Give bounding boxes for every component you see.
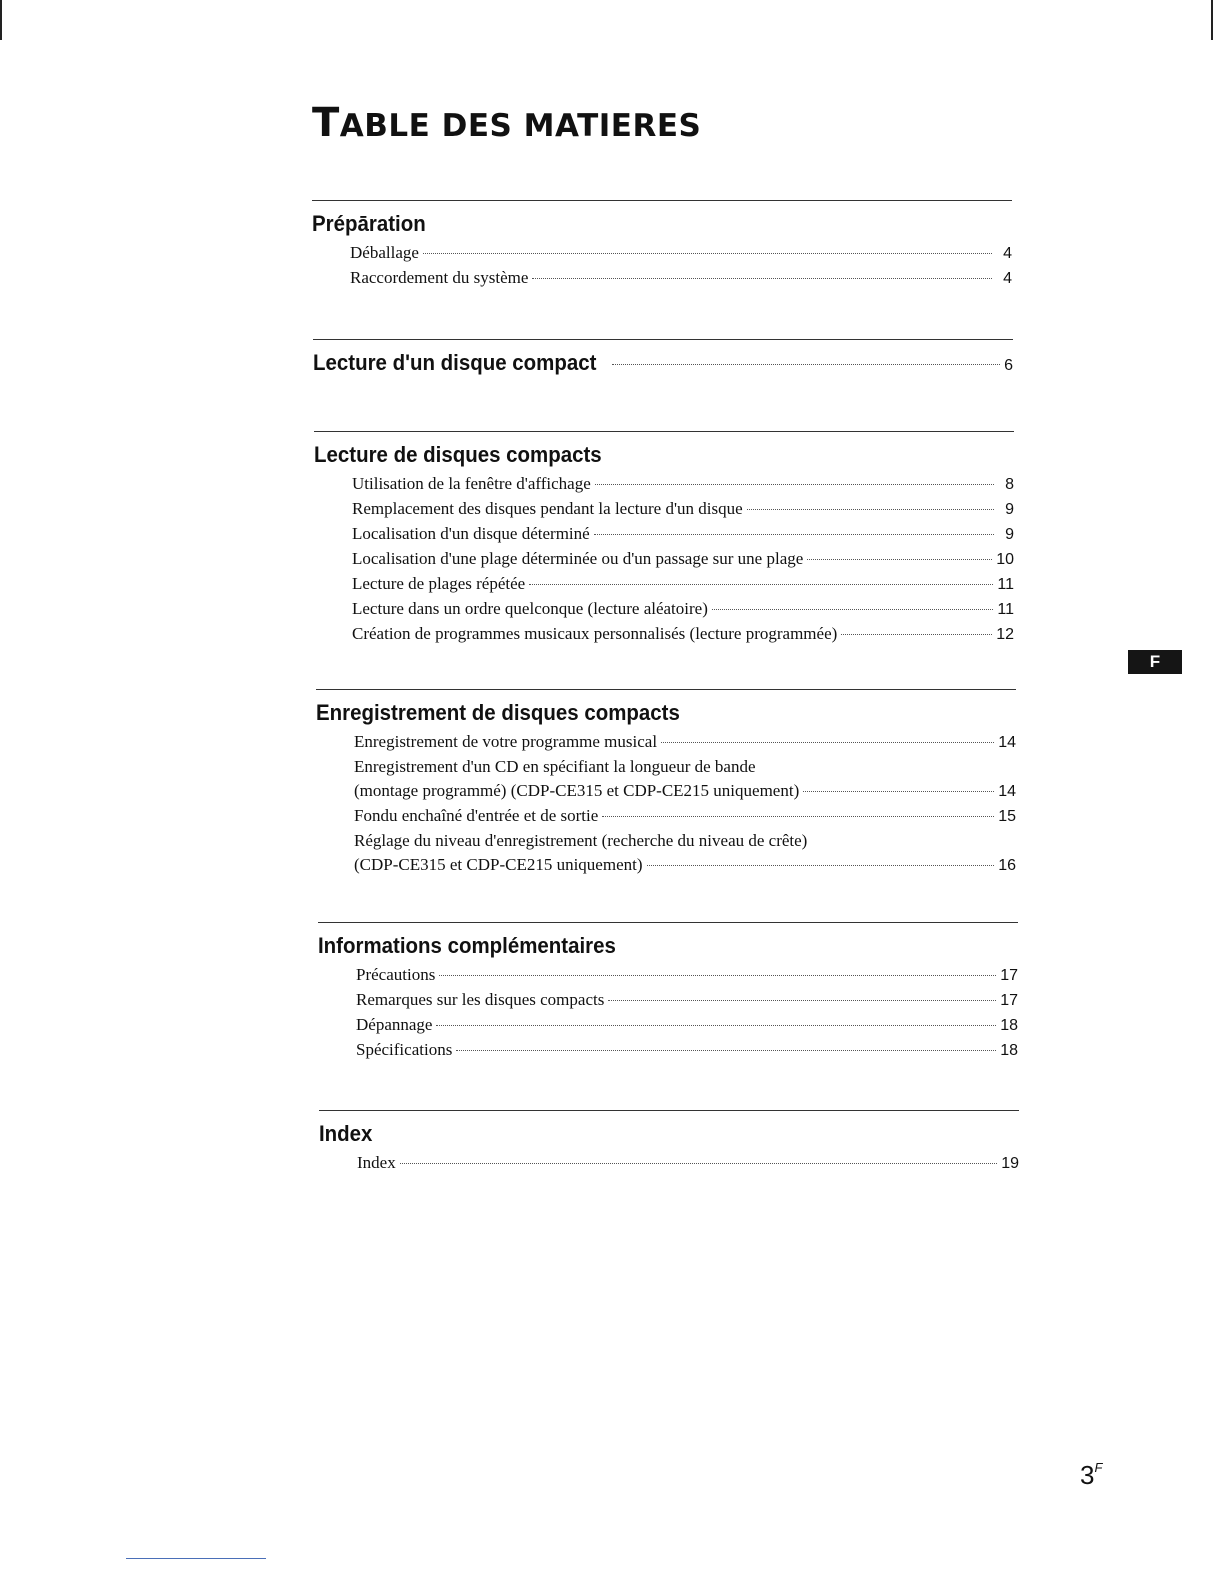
toc-entry[interactable] [354, 853, 1016, 878]
scan-edge-left [0, 0, 2, 40]
dot-leader [439, 975, 996, 976]
toc-entry[interactable] [356, 988, 1018, 1013]
toc-entry-page: 14 [998, 783, 1016, 800]
toc-entry-page: 16 [998, 857, 1016, 874]
toc-entry-page: 11 [997, 601, 1014, 618]
section-title: Lecture d'un disque compact [313, 350, 597, 375]
toc-entry-page: 17 [1000, 967, 1018, 984]
page-title [312, 100, 701, 146]
toc-list [316, 730, 1016, 878]
dot-leader [841, 634, 992, 635]
dot-leader [803, 791, 994, 792]
toc-entry[interactable] [352, 547, 1014, 572]
toc-entry-label: Dépannage [356, 1015, 433, 1034]
dot-leader [661, 742, 994, 743]
toc-section-lecture-disque[interactable] [313, 339, 1013, 377]
toc-entry-label: Utilisation de la fenêtre d'affichage [352, 474, 591, 493]
dot-leader [532, 278, 992, 279]
dot-leader [647, 865, 995, 866]
toc-entry[interactable] [352, 597, 1014, 622]
dot-leader [529, 584, 993, 585]
dot-leader [612, 364, 1000, 365]
language-tab-marker: F [1128, 650, 1182, 674]
toc-list [319, 1151, 1019, 1176]
toc-entry-page: 4 [1003, 245, 1012, 262]
toc-entry[interactable] [356, 1038, 1018, 1063]
dot-leader [400, 1163, 997, 1164]
toc-entry-label: (montage programmé) (CDP-CE315 et CDP-CE215 uniquement) [354, 781, 800, 800]
toc-entry-continued[interactable] [354, 829, 1016, 853]
toc-entry-label: Déballage [350, 243, 419, 262]
toc-entry[interactable] [350, 241, 1012, 266]
section-title: Index [319, 1121, 373, 1146]
toc-list [312, 241, 1012, 291]
page-number [1080, 1460, 1102, 1491]
toc-entry-label: Réglage du niveau d'enregistrement (recherche du niveau de crête) [354, 831, 808, 850]
toc-entry[interactable] [356, 963, 1018, 988]
toc-entry-label: Précautions [356, 965, 436, 984]
dot-leader [807, 559, 992, 560]
toc-entry[interactable] [352, 472, 1014, 497]
toc-entry[interactable] [354, 730, 1016, 755]
toc-entry-page: 18 [1000, 1017, 1018, 1034]
dot-leader [602, 816, 994, 817]
section-title: Informations complémentaires [318, 933, 616, 958]
toc-entry-label: Enregistrement d'un CD en spécifiant la longueur de bande [354, 757, 756, 776]
dot-leader [747, 509, 994, 510]
toc-entry-label: Création de programmes musicaux personnalisés (lecture programmée) [352, 624, 838, 643]
toc-entry-page: 17 [1000, 992, 1018, 1009]
section-title: Lecture de disques compacts [314, 442, 602, 467]
section-rule [312, 200, 1012, 201]
toc-entry-page: 4 [1003, 270, 1012, 287]
toc-entry-label: Lecture de plages répétée [352, 574, 526, 593]
toc-entry-label: Enregistrement de votre programme musical [354, 732, 658, 751]
toc-section-enregistrement [316, 689, 1016, 878]
toc-entry-page: 11 [997, 576, 1014, 593]
section-title: Enregistrement de disques compacts [316, 700, 680, 725]
toc-entry-page: 19 [1001, 1155, 1019, 1172]
section-rule [313, 339, 1013, 340]
toc-entry-page: 9 [1005, 526, 1014, 543]
dot-leader [608, 1000, 996, 1001]
toc-entry-continued[interactable] [354, 755, 1016, 779]
dot-leader [436, 1025, 996, 1026]
toc-section-informations [318, 922, 1018, 1063]
section-rule [314, 431, 1014, 432]
toc-entry[interactable] [352, 522, 1014, 547]
toc-entry-page: 18 [1000, 1042, 1018, 1059]
toc-entry-page: 6 [1004, 357, 1013, 374]
dot-leader [595, 484, 994, 485]
toc-section-lecture-disques [314, 431, 1014, 647]
toc-entry-label: Remplacement des disques pendant la lecture d'un disque [352, 499, 743, 518]
toc-entry[interactable] [357, 1151, 1019, 1176]
bottom-underline [126, 1558, 266, 1559]
scan-edge-right [1211, 0, 1213, 40]
toc-entry-page: 12 [996, 626, 1014, 643]
page-number-value: 3 [1080, 1460, 1095, 1490]
toc-entry-label: Raccordement du système [350, 268, 529, 287]
toc-entry-page: 8 [1005, 476, 1014, 493]
toc-section-row [313, 349, 1013, 377]
toc-entry[interactable] [354, 804, 1016, 829]
section-rule [318, 922, 1018, 923]
dot-leader [712, 609, 994, 610]
section-rule [316, 689, 1016, 690]
toc-entry-page: 10 [996, 551, 1014, 568]
toc-entry[interactable] [356, 1013, 1018, 1038]
toc-entry-label: Index [357, 1153, 396, 1172]
toc-entry-page: 14 [998, 734, 1016, 751]
toc-entry[interactable] [354, 779, 1016, 804]
toc-entry[interactable] [352, 572, 1014, 597]
toc-entry-page: 15 [998, 808, 1016, 825]
toc-list [318, 963, 1018, 1063]
toc-entry-page: 9 [1005, 501, 1014, 518]
toc-entry-label: Lecture dans un ordre quelconque (lecture aléatoire) [352, 599, 708, 618]
toc-section-index [319, 1110, 1019, 1176]
toc-entry[interactable] [352, 497, 1014, 522]
section-title: Prépāration [312, 211, 426, 236]
toc-list [314, 472, 1014, 647]
toc-entry-label: Spécifications [356, 1040, 453, 1059]
toc-entry-label: Localisation d'une plage déterminée ou d'un passage sur une plage [352, 549, 804, 568]
toc-entry-label: (CDP-CE315 et CDP-CE215 uniquement) [354, 855, 643, 874]
dot-leader [423, 253, 992, 254]
toc-entry-label: Localisation d'un disque déterminé [352, 524, 590, 543]
title-initial: T [312, 100, 340, 146]
toc-entry-label: Remarques sur les disques compacts [356, 990, 605, 1009]
dot-leader [594, 534, 994, 535]
toc-entry-label: Fondu enchaîné d'entrée et de sortie [354, 806, 599, 825]
toc-section-preparation [312, 200, 1012, 291]
title-rest: ABLE DES MATIERES [339, 108, 702, 144]
dot-leader [456, 1050, 996, 1051]
toc-entry[interactable] [352, 622, 1014, 647]
section-rule [319, 1110, 1019, 1111]
page-number-suffix: F [1094, 1460, 1103, 1475]
toc-entry[interactable] [350, 266, 1012, 291]
